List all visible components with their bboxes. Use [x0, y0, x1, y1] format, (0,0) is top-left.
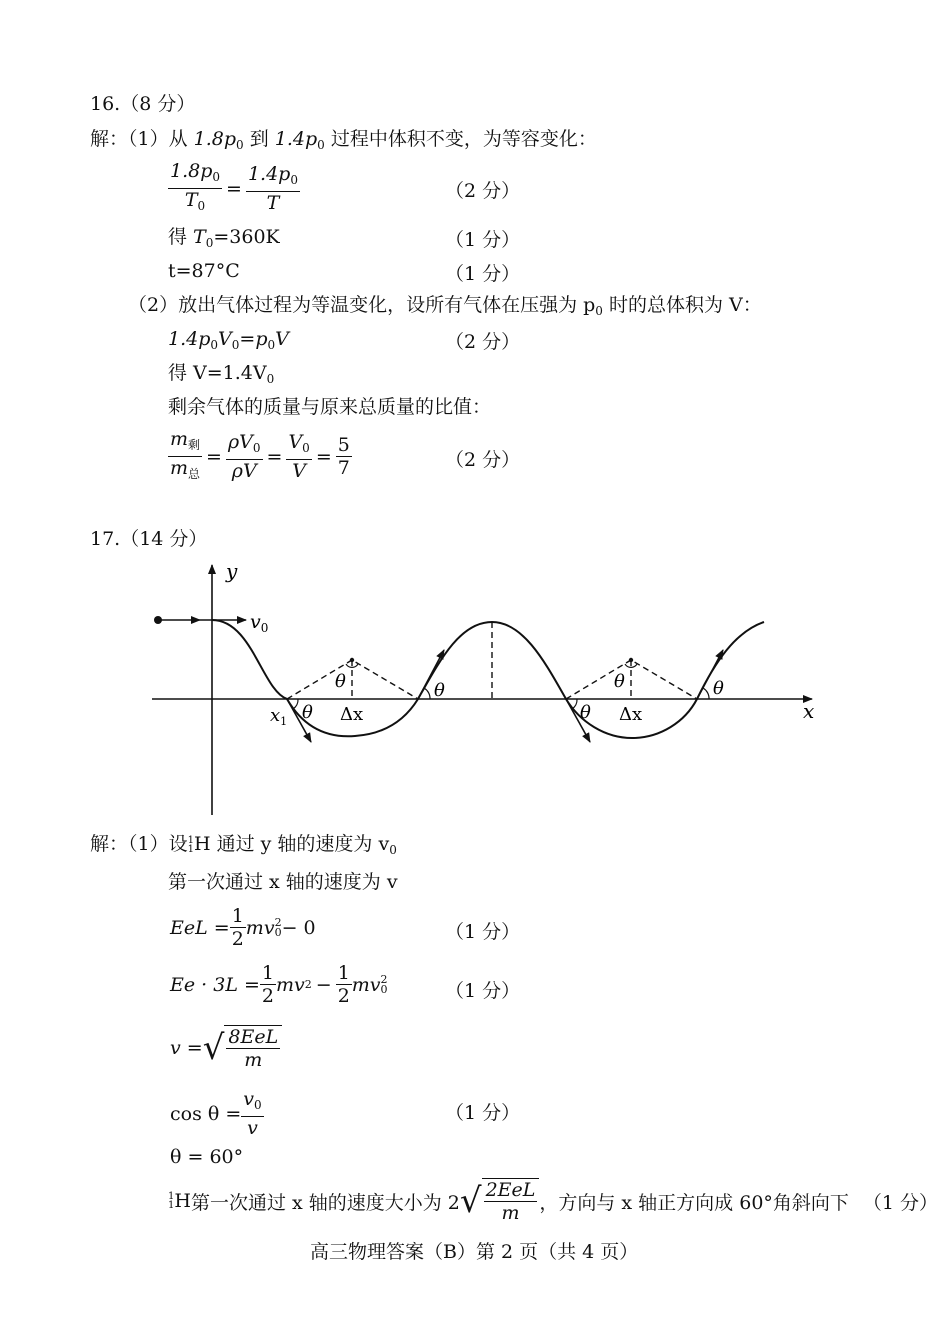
trajectory-curve: [212, 620, 764, 738]
q16-score-2: （1 分）: [445, 229, 521, 251]
x-axis-label: x: [803, 699, 815, 723]
q16-score-5: （2 分）: [445, 449, 521, 471]
q17-solution-line1: 解：（1）设 1 1 H 通过 y 轴的速度为 $v_0$: [90, 833, 397, 857]
q16-score-4: （2 分）: [445, 331, 521, 353]
q16-v-line: 得 $V=1.4V_0$: [168, 362, 275, 386]
q17-equation-c: v = √ $\frac{\text{8EeL}}{m}$: [170, 1025, 282, 1071]
theta-label: θ: [713, 678, 724, 699]
q17-score-3: （1 分）: [445, 1102, 521, 1124]
q16-equation-1: $\frac{1.8p_0}{T_0}$ = $\frac{1.4p_0}{T}$: [170, 160, 298, 214]
q17-header: 17.（14 分）: [90, 528, 208, 550]
x1-label: $x_1$: [270, 705, 288, 728]
q17-solution-line2: 第一次通过 x 轴的速度为 v: [168, 871, 398, 893]
q17-score-1: （1 分）: [445, 921, 521, 943]
q17-equation-d: cos θ = $\frac{v_0}{v}$: [170, 1088, 262, 1139]
q16-ratio-equation: $\frac{m_剩}{m_总}$ = $\frac{\rho V_0}{\rho V}$ = $\frac{V_0}{V}$ = $\frac{5}{7}$: [170, 428, 350, 482]
theta-label: θ: [335, 671, 346, 692]
trajectory-diagram: [140, 555, 830, 820]
q16-score-3: （1 分）: [445, 263, 521, 285]
y-axis-label: y: [226, 559, 238, 583]
v0-label: $v_0$: [250, 611, 269, 635]
q17-score-2: （1 分）: [445, 980, 521, 1002]
q17-equation-b: Ee · 3L = $\frac{1}{2}$ mv 2 − $\frac{1}{2}$ mv 2 0: [170, 962, 388, 1007]
q16-part2: （2）放出气体过程为等温变化，设所有气体在压强为 $p_0$ 时的总体积为 V：: [128, 294, 762, 318]
delta-x-label: Δx: [340, 704, 364, 725]
q16-intro: 解：（1）从 $1.8p_0$ 到 $1.4p_0$ 过程中体积不变，为等容变化：: [90, 128, 597, 152]
theta-label: θ: [434, 680, 445, 701]
theta-label: θ: [614, 671, 625, 692]
q16-t0-line: 得 $T_0=360K$: [168, 226, 280, 250]
q16-t-line: t=87°C: [168, 260, 240, 282]
q16-equation-2: $1.4p_0V_0=p_0V$: [168, 328, 289, 352]
q16-ratio-intro: 剩余气体的质量与原来总质量的比值：: [168, 396, 492, 418]
delta-x-label: Δx: [619, 704, 643, 725]
q16-score-1: （2 分）: [445, 180, 521, 202]
theta-label: θ: [302, 702, 313, 723]
theta-label: θ: [580, 702, 591, 723]
q17-theta-line: θ = 60°: [170, 1146, 244, 1168]
q17-score-4: （1 分）: [862, 1191, 939, 1214]
q17-equation-a: EeL = $\frac{1}{2}$ mv 2 0 − 0: [170, 905, 316, 950]
q16-header: 16.（8 分）: [90, 93, 196, 115]
q17-final-line: 1 1 H 第一次通过 x 轴的速度大小为 2 √ $\frac{\text{2EeL}}{m}$ ，方向与 x 轴正方向成 60°角斜向下 （1 分）: [168, 1179, 939, 1224]
page-footer: 高三物理答案（B）第 2 页（共 4 页）: [310, 1241, 639, 1263]
